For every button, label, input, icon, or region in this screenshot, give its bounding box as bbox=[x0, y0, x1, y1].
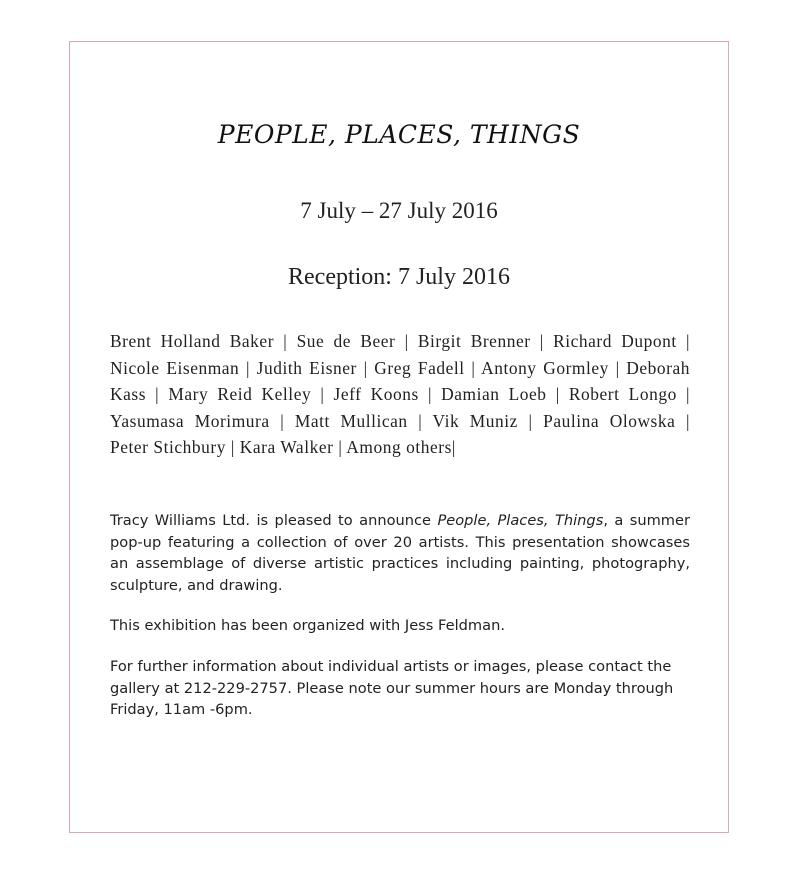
artist-list-line: Brent Holland Baker | Sue de Beer | Birgit Brenner | Richard Dupont | bbox=[110, 331, 690, 351]
organizer-paragraph: This exhibition has been organized with Jess Feldman. bbox=[110, 617, 505, 634]
contact-paragraph: For further information about individual artists or images, please contact the gallery at 212-229-2757. Please note our summer hours are Monday through Friday, 11am -6pm. bbox=[110, 658, 674, 718]
exhibition-dates: 7 July – 27 July 2016 bbox=[300, 198, 498, 223]
announcement-text-start: Tracy Williams Ltd. is pleased to announce bbox=[110, 512, 438, 529]
artist-list-line: Yasumasa Morimura | Matt Mullican | Vik Muniz | Paulina Olowska | bbox=[110, 410, 690, 431]
announcement-text-end: , a summer pop-up featuring a collection of over 20 artists. This presentation showcases an assemblage of diverse artistic practices including painting, photography, sculpture, and drawing. bbox=[110, 512, 690, 594]
reception-date: Reception: 7 July 2016 bbox=[288, 264, 510, 290]
artist-list-line: Kass | Mary Reid Kelley | Jeff Koons | Damian Loeb | Robert Longo | bbox=[110, 384, 690, 404]
announcement-paragraph bbox=[110, 510, 690, 596]
document-page bbox=[69, 41, 729, 833]
artist-list-line: Peter Stichbury | Kara Walker | Among others| bbox=[110, 437, 456, 457]
exhibition-title: PEOPLE, PLACES, THINGS bbox=[217, 120, 581, 149]
artist-list-line: Nicole Eisenman | Judith Eisner | Greg Fadell | Antony Gormley | Deborah bbox=[110, 357, 690, 378]
artist-list bbox=[110, 328, 690, 461]
announcement-exhibition-name: People, Places, Things bbox=[437, 512, 604, 529]
